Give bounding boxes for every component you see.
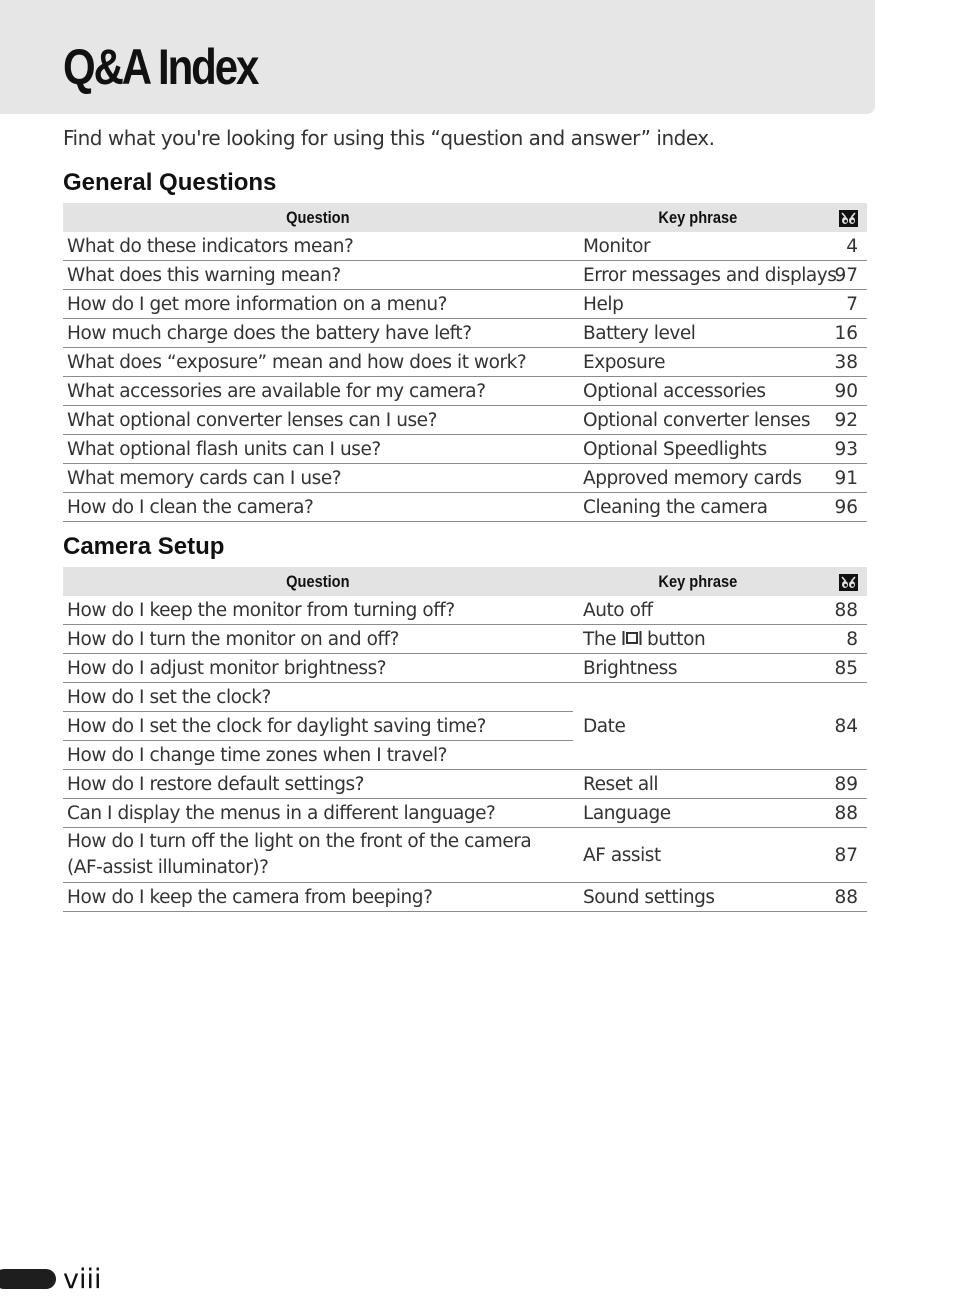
key-phrase-cell: Optional accessories <box>573 377 823 406</box>
key-phrase-cell: Help <box>573 290 823 319</box>
page-link[interactable]: 93 <box>823 435 867 464</box>
question-cell: What memory cards can I use? <box>63 464 573 493</box>
page-link[interactable]: 85 <box>823 654 867 683</box>
table-row <box>63 290 867 319</box>
column-header-question: Question <box>63 203 573 232</box>
key-phrase-cell: Error messages and displays <box>573 261 823 290</box>
key-phrase-cell: Sound settings <box>573 883 823 912</box>
key-phrase-suffix: button <box>646 628 706 650</box>
table-row <box>63 377 867 406</box>
key-phrase-cell: Brightness <box>573 654 823 683</box>
question-cell: How do I adjust monitor brightness? <box>63 654 573 683</box>
question-cell: How do I change time zones when I travel? <box>63 741 573 770</box>
key-phrase-prefix: The <box>583 628 617 650</box>
key-phrase-cell: Exposure <box>573 348 823 377</box>
table-row <box>63 770 867 799</box>
key-phrase-cell: Optional converter lenses <box>573 406 823 435</box>
table-header-row <box>63 567 867 596</box>
page-link[interactable]: 7 <box>823 290 867 319</box>
key-phrase-cell: Optional Speedlights <box>573 435 823 464</box>
page-link[interactable]: 88 <box>823 596 867 625</box>
question-cell: How do I turn off the light on the front of the camera (AF-assist illuminator)? <box>63 828 573 883</box>
table-header-row <box>63 203 867 232</box>
page-link[interactable]: 96 <box>823 493 867 522</box>
key-phrase-cell: Approved memory cards <box>573 464 823 493</box>
column-header-page <box>823 567 867 596</box>
table-row <box>63 232 867 261</box>
key-phrase-cell: Cleaning the camera <box>573 493 823 522</box>
column-header-key-phrase: Key phrase <box>573 203 823 232</box>
page-link[interactable]: 38 <box>823 348 867 377</box>
table-row <box>63 799 867 828</box>
page-tab-marker <box>0 1269 56 1289</box>
table-row <box>63 406 867 435</box>
table-row <box>63 435 867 464</box>
key-phrase-cell: Monitor <box>573 232 823 261</box>
page-link[interactable]: 87 <box>823 828 867 883</box>
question-cell: How do I get more information on a menu? <box>63 290 573 319</box>
question-cell: How do I restore default settings? <box>63 770 573 799</box>
key-phrase-cell: Battery level <box>573 319 823 348</box>
section-title-general: General Questions <box>63 169 277 196</box>
monitor-button-icon <box>622 630 642 646</box>
page-link[interactable]: 4 <box>823 232 867 261</box>
question-cell: Can I display the menus in a different language? <box>63 799 573 828</box>
page-link[interactable]: 90 <box>823 377 867 406</box>
page-link[interactable]: 16 <box>823 319 867 348</box>
key-phrase-cell <box>573 625 823 654</box>
key-phrase-cell: Date <box>573 683 823 770</box>
page-title: Q&A Index <box>63 39 258 95</box>
question-cell: How do I keep the monitor from turning off? <box>63 596 573 625</box>
question-cell: How do I set the clock? <box>63 683 573 712</box>
table-row <box>63 596 867 625</box>
key-phrase-cell: Auto off <box>573 596 823 625</box>
camera-setup-table <box>63 567 867 912</box>
page-reference-icon <box>839 210 858 227</box>
question-cell: What accessories are available for my camera? <box>63 377 573 406</box>
page-link[interactable]: 88 <box>823 883 867 912</box>
table-row <box>63 493 867 522</box>
table-row <box>63 828 867 883</box>
question-cell: How do I turn the monitor on and off? <box>63 625 573 654</box>
page-link[interactable]: 97 <box>823 261 867 290</box>
section-title-setup: Camera Setup <box>63 533 225 560</box>
column-header-page <box>823 203 867 232</box>
question-cell: How do I set the clock for daylight saving time? <box>63 712 573 741</box>
page-link[interactable]: 88 <box>823 799 867 828</box>
key-phrase-cell: Language <box>573 799 823 828</box>
general-questions-table <box>63 203 867 522</box>
intro-text: Find what you're looking for using this “question and answer” index. <box>63 126 715 150</box>
question-cell: What do these indicators mean? <box>63 232 573 261</box>
question-cell: How do I keep the camera from beeping? <box>63 883 573 912</box>
table-row <box>63 883 867 912</box>
question-cell: What optional converter lenses can I use? <box>63 406 573 435</box>
table-row <box>63 625 867 654</box>
page-link[interactable]: 8 <box>823 625 867 654</box>
table-row <box>63 319 867 348</box>
column-header-key-phrase: Key phrase <box>573 567 823 596</box>
question-cell: How do I clean the camera? <box>63 493 573 522</box>
page-link[interactable]: 92 <box>823 406 867 435</box>
question-cell: What optional flash units can I use? <box>63 435 573 464</box>
page-link[interactable]: 89 <box>823 770 867 799</box>
table-row <box>63 348 867 377</box>
column-header-question: Question <box>63 567 573 596</box>
key-phrase-cell: AF assist <box>573 828 823 883</box>
key-phrase-cell: Reset all <box>573 770 823 799</box>
page-number: viii <box>63 1264 102 1295</box>
page-link[interactable]: 84 <box>823 683 867 770</box>
table-row <box>63 464 867 493</box>
table-row <box>63 261 867 290</box>
question-cell: What does this warning mean? <box>63 261 573 290</box>
table-row <box>63 683 867 712</box>
table-row <box>63 654 867 683</box>
page-link[interactable]: 91 <box>823 464 867 493</box>
question-cell: How much charge does the battery have left? <box>63 319 573 348</box>
page-reference-icon <box>839 574 858 591</box>
question-cell: What does “exposure” mean and how does it work? <box>63 348 573 377</box>
